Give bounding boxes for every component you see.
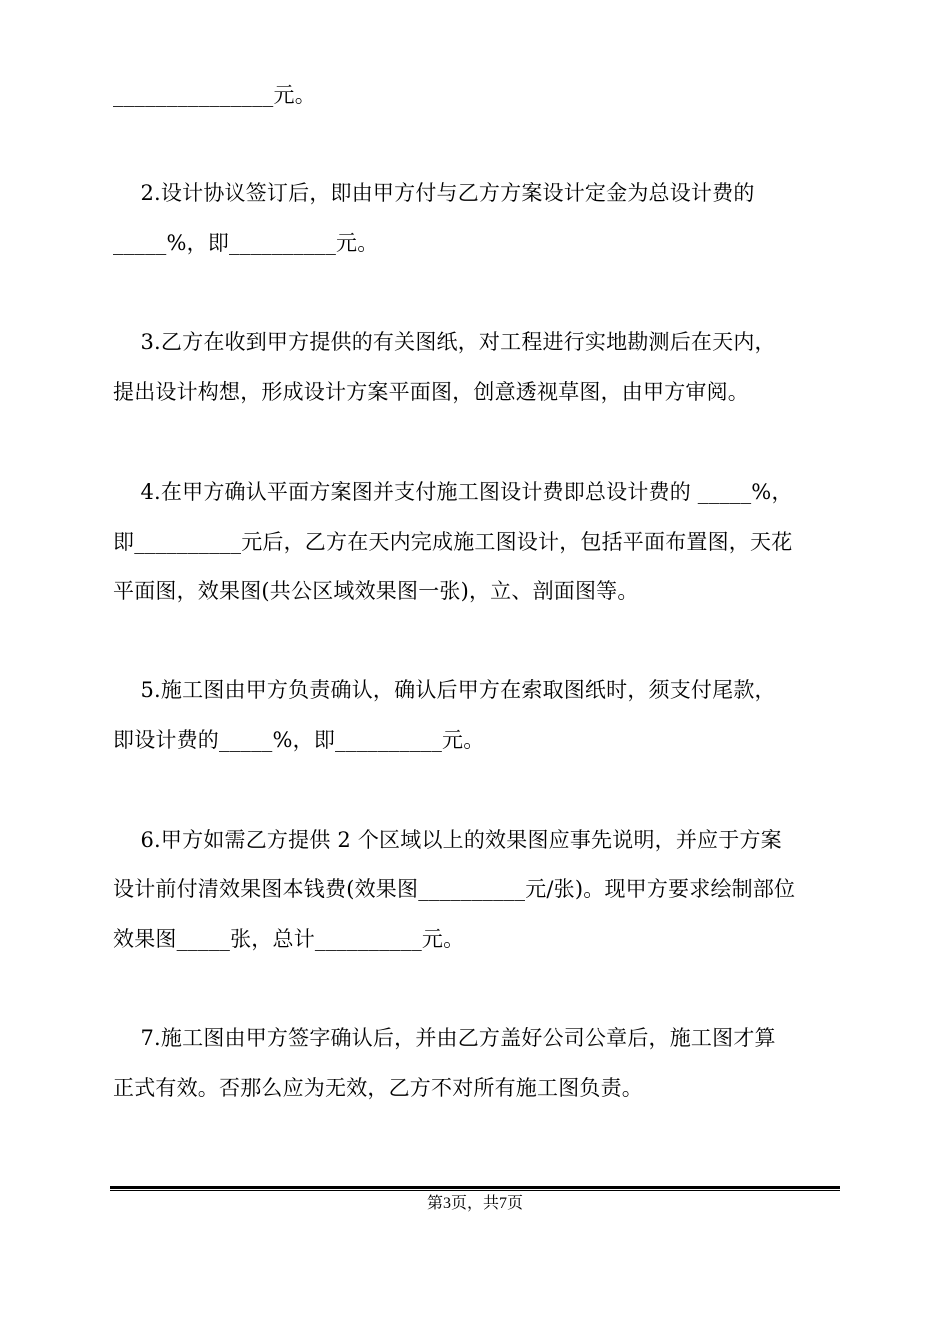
text-line: 设计前付清效果图本钱费(效果图__________元/张)。现甲方要求绘制部位 bbox=[113, 877, 796, 901]
text-line: 效果图_____张，总计__________元。 bbox=[113, 927, 465, 951]
text-line: 正式有效。否那么应为无效，乙方不对所有施工图负责。 bbox=[113, 1076, 643, 1100]
text-line: 3.乙方在收到甲方提供的有关图纸，对工程进行实地勘测后在天内， bbox=[113, 330, 776, 354]
text-line: 2.设计协议签订后，即由甲方付与乙方方案设计定金为总设计费的 bbox=[113, 181, 755, 205]
text-line: 4.在甲方确认平面方案图并支付施工图设计费即总设计费的 _____%， bbox=[113, 480, 793, 504]
text-line: 提出设计构想，形成设计方案平面图，创意透视草图，由甲方审阅。 bbox=[113, 380, 749, 404]
page-number: 第3页，共7页 bbox=[426, 1195, 523, 1212]
text-line: 平面图，效果图(共公区域效果图一张)，立、剖面图等。 bbox=[113, 579, 639, 603]
footer-divider bbox=[110, 1186, 840, 1189]
text-line: 即设计费的_____%，即__________元。 bbox=[113, 728, 485, 752]
text-line: 6.甲方如需乙方提供 2 个区域以上的效果图应事先说明，并应于方案 bbox=[113, 828, 782, 852]
text-line: 即__________元后，乙方在天内完成施工图设计，包括平面布置图，天花 bbox=[113, 530, 793, 554]
text-line: 7.施工图由甲方签字确认后，并由乙方盖好公司公章后，施工图才算 bbox=[113, 1026, 776, 1050]
text-line: _____%，即__________元。 bbox=[113, 231, 379, 255]
footer-divider-thin bbox=[110, 1190, 840, 1191]
text-line: _______________元。 bbox=[113, 83, 316, 107]
text-line: 5.施工图由甲方负责确认，确认后甲方在索取图纸时，须支付尾款， bbox=[113, 678, 776, 702]
